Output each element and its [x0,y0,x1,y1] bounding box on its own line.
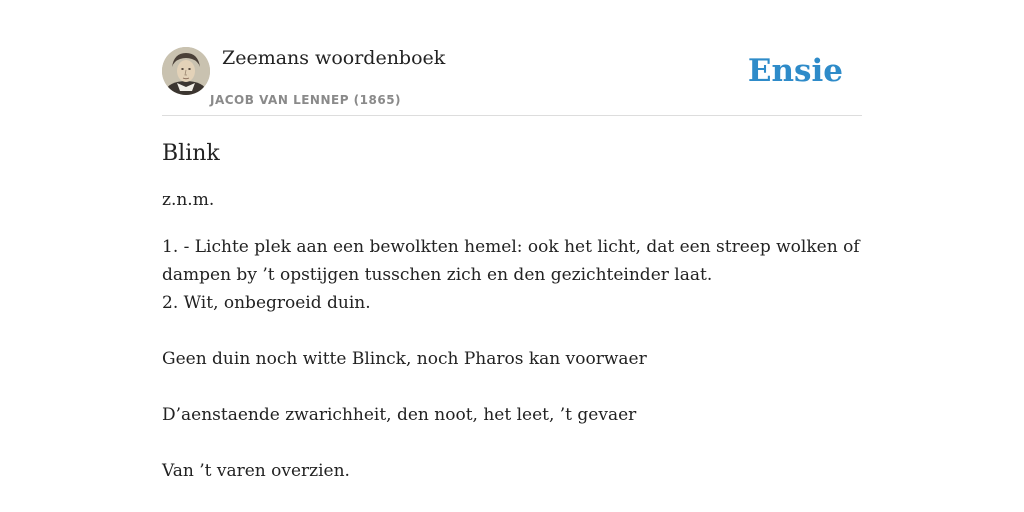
author-avatar[interactable] [162,47,210,95]
book-title[interactable]: Zeemans woordenboek [222,47,446,69]
dictionary-header [162,46,862,116]
ensie-logo-link[interactable]: Ensie [747,53,843,89]
definition-1: 1. - Lichte plek aan een bewolkten hemel: ook het licht, dat een streep wolken of dampen by ’t opstijgen tusschen zich en den gezichteinder laat. [162,237,860,285]
dictionary-entry [162,138,862,485]
author-portrait-icon [162,47,210,95]
book-author: JACOB VAN LENNEP (1865) [210,93,402,107]
entry-headword: Blink [162,141,220,166]
entry-body [162,233,862,485]
quote-line-2: D’aenstaende zwarichheit, den noot, het leet, ’t gevaer [162,405,637,425]
quote-line-3: Van ’t varen overzien. [162,461,350,481]
definition-2: 2. Wit, onbegroeid duin. [162,293,371,313]
part-of-speech: z.n.m. [162,190,215,210]
quote-line-1: Geen duin noch witte Blinck, noch Pharos kan voorwaer [162,349,647,369]
